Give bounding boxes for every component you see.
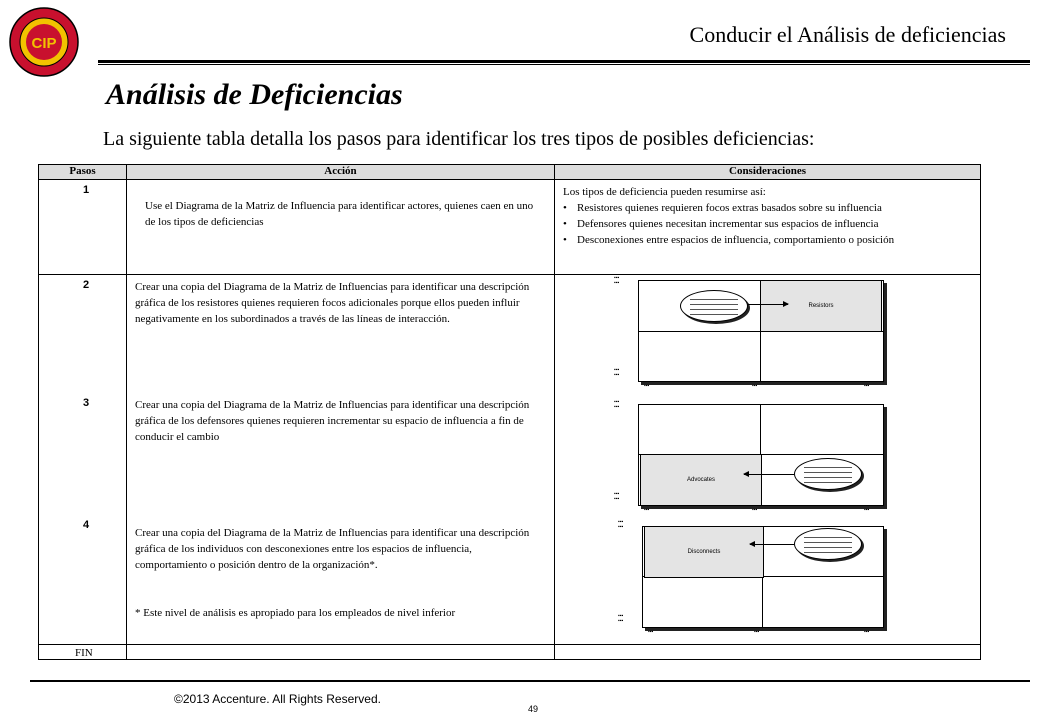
table-row-end xyxy=(39,644,981,659)
axis-mark: ▪▪▪ xyxy=(648,629,654,635)
axis-mark: ▪▪▪ xyxy=(644,383,650,389)
axis-mark: ▪▪▪ ▪▪▪ xyxy=(614,399,620,410)
consideration-item-resistors: • Resistores quienes requieren focos extras basados sobre su influencia xyxy=(577,200,972,216)
diagram-quadrant-label: Resistors xyxy=(760,280,882,332)
column-header-pasos: Pasos xyxy=(39,165,127,180)
axis-mark: ▪▪▪ ▪▪▪ xyxy=(618,519,624,530)
influence-matrix-resistors xyxy=(614,276,886,394)
arrow-icon xyxy=(750,544,794,545)
step-1-action: Use el Diagrama de la Matriz de Influencia para identificar actores, quienes caen en uno de los tipos de deficiencias xyxy=(145,200,534,228)
axis-mark: ▪▪▪ ▪▪▪ xyxy=(614,367,620,378)
axis-mark: ▪▪▪ xyxy=(864,507,870,513)
step-4-action: Crear una copia del Diagrama de la Matriz de Influencias para identificar una descripción gráfica de los individuos con desconexiones entre los espacios de influencia, comportamiento o posición dentro de la organización*. xyxy=(135,526,530,571)
callout-bubble xyxy=(794,458,862,490)
column-header-consideraciones: Consideraciones xyxy=(555,165,981,180)
influence-matrix-advocates xyxy=(614,398,886,518)
slide-subtitle: La siguiente tabla detalla los pasos para identificar los tres tipos de posibles deficiencias: xyxy=(103,128,815,150)
step-3-action: Crear una copia del Diagrama de la Matriz de Influencias para identificar una descripción gráfica de los defensores quienes requieren incrementar su espacio de influencia a fin de conducir el cambio xyxy=(135,398,530,443)
considerations-cell xyxy=(555,180,980,252)
influence-matrix-disconnects xyxy=(614,518,886,642)
consideration-item-advocates: • Defensores quienes necesitan incrementar sus espacios de influencia xyxy=(577,216,972,232)
step-number: 3 xyxy=(83,396,90,409)
page-number: 49 xyxy=(528,704,539,714)
callout-bubble xyxy=(680,290,748,322)
slide-title: Análisis de Deficiencias xyxy=(106,78,403,111)
header-title: Conducir el Análisis de deficiencias xyxy=(689,22,1006,47)
axis-mark: ▪▪▪ ▪▪▪ xyxy=(614,275,620,286)
consideration-item-disconnects: • Desconexiones entre espacios de influencia, comportamiento o posición xyxy=(577,232,972,248)
column-header-accion: Acción xyxy=(127,165,555,180)
axis-mark: ▪▪▪ ▪▪▪ xyxy=(618,613,624,624)
footer-rule xyxy=(30,680,1030,682)
copyright-text: ©2013 Accenture. All Rights Reserved. xyxy=(174,692,381,706)
axis-mark: ▪▪▪ xyxy=(754,629,760,635)
axis-mark: ▪▪▪ xyxy=(864,383,870,389)
step-4-footnote: * Este nivel de análisis es apropiado para los empleados de nivel inferior xyxy=(135,606,456,619)
step-number: 4 xyxy=(83,518,90,531)
step-number: 1 xyxy=(83,184,90,196)
diagram-quadrant-label: Advocates xyxy=(640,454,762,506)
axis-mark: ▪▪▪ xyxy=(752,507,758,513)
svg-text:CIP: CIP xyxy=(31,35,57,52)
axis-mark: ▪▪▪ ▪▪▪ xyxy=(614,491,620,502)
arrow-icon xyxy=(748,304,788,305)
diagram-quadrant-label: Disconnects xyxy=(644,526,764,578)
considerations-intro: Los tipos de deficiencia pueden resumirse así: xyxy=(563,186,766,198)
table-row-step-1 xyxy=(39,180,981,275)
college-seal-logo xyxy=(8,6,80,78)
callout-bubble xyxy=(794,528,862,560)
header-rule xyxy=(98,60,1030,63)
step-2-action: Crear una copia del Diagrama de la Matriz de Influencias para identificar una descripción gráfica de los resistores quienes requieren focos adicionales porque ellos pueden influir negativamente en los subordinados a través de las líneas de interacción. xyxy=(135,280,530,325)
end-label: FIN xyxy=(75,646,93,659)
step-number: 2 xyxy=(83,278,90,291)
table-header-row xyxy=(39,165,981,180)
header-rule-thin xyxy=(98,64,1030,65)
axis-mark: ▪▪▪ xyxy=(864,629,870,635)
arrow-icon xyxy=(744,474,794,475)
axis-mark: ▪▪▪ xyxy=(752,383,758,389)
axis-mark: ▪▪▪ xyxy=(644,507,650,513)
